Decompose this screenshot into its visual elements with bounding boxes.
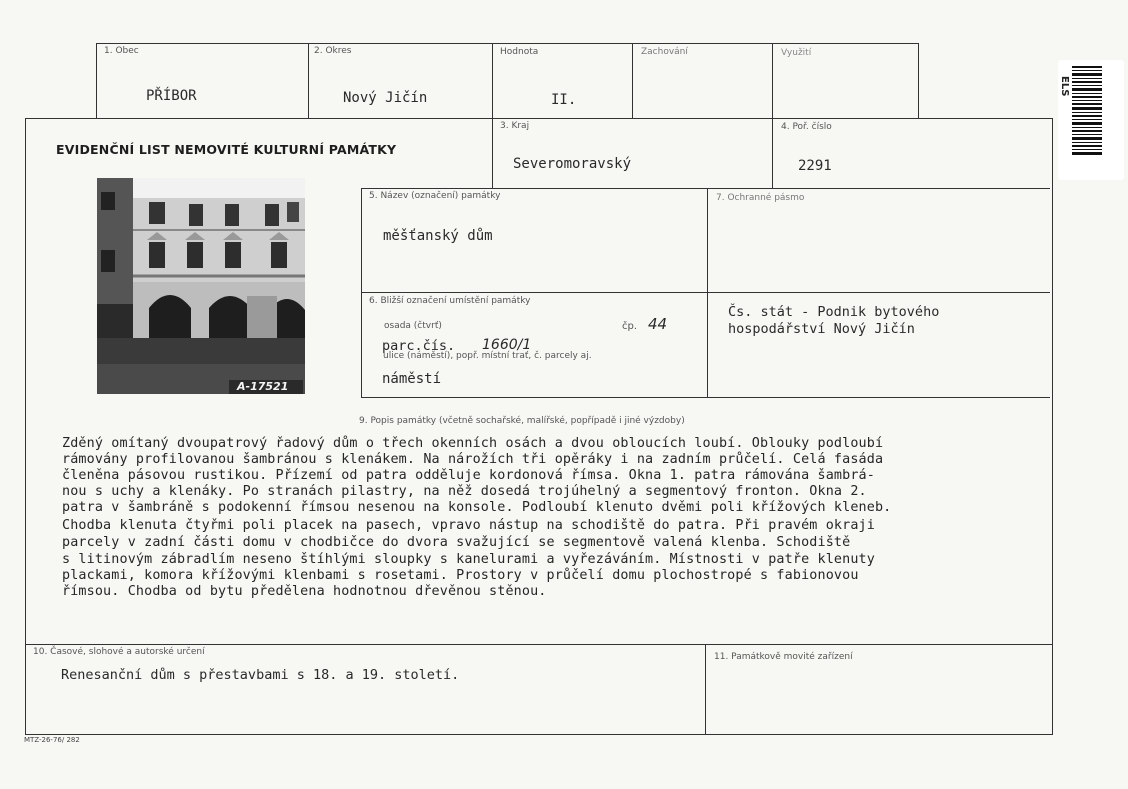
popis-line-10: římsou. Chodba od bytu předělena hodnotnou dřevěnou stěnou. xyxy=(62,584,547,599)
zachovani-label: Zachování xyxy=(641,47,688,57)
barcode-text: ELS xyxy=(1059,76,1070,97)
parc-label: parc.čís. xyxy=(382,338,456,354)
form-code: MTZ-26-76/ 282 xyxy=(24,736,80,744)
form-title: EVIDENČNÍ LIST NEMOVITÉ KULTURNÍ PAMÁTKY xyxy=(56,142,397,157)
okres-value: Nový Jičín xyxy=(343,90,428,106)
popis-line-8: s litinovým zábradlím neseno štíhlými sloupky s kanelurami a vyřezáváním. Místnosti v patře klenuty xyxy=(62,552,875,567)
photo-caption: A-17521 xyxy=(237,380,289,393)
kraj-label: 3. Kraj xyxy=(500,121,530,131)
ulice-label: ulice (náměstí), popř. místní trať, č. parcely aj. xyxy=(383,351,592,361)
okres-label: 2. Okres xyxy=(314,46,352,56)
obec-value: PŘÍBOR xyxy=(146,88,197,104)
building-photo xyxy=(97,178,305,394)
obec-label: 1. Obec xyxy=(104,46,139,56)
popis-line-6: Chodba klenuta čtyřmi poli placek na pasech, vpravo nástup na schodiště do patra. Při pravém okraji xyxy=(62,518,875,533)
nazev-label: 5. Název (označení) památky xyxy=(369,191,501,201)
hodnota-label: Hodnota xyxy=(500,47,539,57)
parc-value: 1660/1 xyxy=(482,337,532,353)
umisteni-label: 6. Bližší označení umístění památky xyxy=(369,296,531,306)
por-cislo-value: 2291 xyxy=(798,158,832,174)
cp-label: čp. xyxy=(622,321,638,332)
zarizeni-label: 11. Památkově movité zařízení xyxy=(714,652,853,662)
barcode xyxy=(1058,60,1124,180)
popis-line-2: rámovány profilovanou šambránou s klenákem. Na nárožích tři opěráky i na zadním průčelí. Celá fasáda xyxy=(62,452,884,467)
popis-line-9: plackami, komora křížovými klenbami s rosetami. Prostory v průčelí domu plochostropé s fabionovou xyxy=(62,568,859,583)
kraj-value: Severomoravský xyxy=(513,156,632,172)
vlastnik-line-1: Čs. stát - Podnik bytového xyxy=(728,304,940,320)
popis-line-3: členěna pásovou rustikou. Přízemí od patra odděluje kordonová římsa. Okna 1. patra rámována šambrá- xyxy=(62,468,875,483)
popis-line-4: nou s uchy a klenáky. Po stranách pilastry, na něž dosedá trojúhelný a segmentový fronton. Okna 2. xyxy=(62,484,867,499)
osada-label: osada (čtvrť) xyxy=(384,321,442,331)
por-cislo-label: 4. Poř. číslo xyxy=(781,122,832,132)
cp-value: 44 xyxy=(648,315,668,333)
ochranne-pasmo-label: 7. Ochranné pásmo xyxy=(716,193,805,203)
nazev-value: měšťanský dům xyxy=(383,228,493,244)
vlastnik-line-2: hospodářství Nový Jičín xyxy=(728,321,915,337)
urceni-value: Renesanční dům s přestavbami s 18. a 19. století. xyxy=(61,667,460,683)
popis-line-5: patra v šambráně s podokenní římsou nesenou na konsole. Podloubí klenuto dvěmi poli křížových kleneb. xyxy=(62,500,892,515)
popis-line-7: parcely v zadní části domu v chodbičce do dvora svažující se segmentově valená klenba. Schodiště xyxy=(62,535,851,550)
popis-line-1: Zděný omítaný dvoupatrový řadový dům o třech okenních osách a dvou obloucích loubí. Oblouky podloubí xyxy=(62,436,884,451)
vyuziti-label: Využití xyxy=(781,48,812,58)
ulice-value: náměstí xyxy=(382,371,442,387)
urceni-label: 10. Časové, slohové a autorské určení xyxy=(33,647,205,657)
hodnota-value: II. xyxy=(551,92,577,108)
popis-label: 9. Popis památky (včetně sochařské, malířské, popřípadě i jiné výzdoby) xyxy=(359,416,685,426)
